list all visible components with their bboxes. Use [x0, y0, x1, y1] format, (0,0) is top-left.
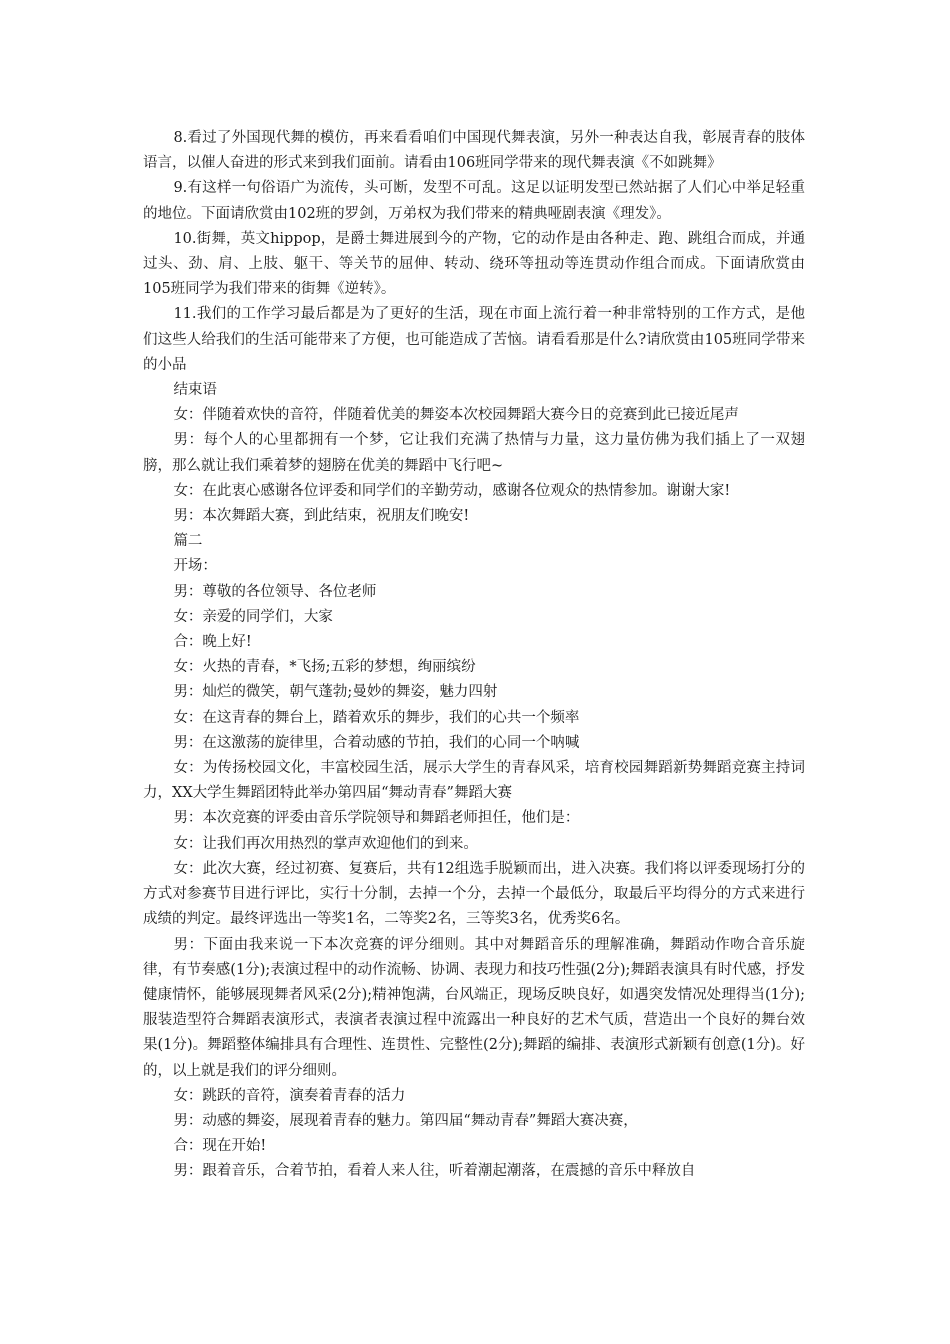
paragraph: 男：动感的舞姿，展现着青春的魅力。第四届“舞动青春”舞蹈大赛决赛，: [173, 1112, 638, 1129]
paragraph: 合：晚上好!: [173, 634, 252, 651]
paragraph: 9.有这样一句俗语广为流传，头可断，发型不可乱。这足以证明发型已然站据了人们心中举足轻重的地位。下面请欣赏由102班的罗剑，万弟权为我们带来的精典哑剧表演《理发》。: [143, 180, 805, 222]
paragraph: 女：火热的青春，*飞扬;五彩的梦想，绚丽缤纷: [173, 659, 476, 676]
section-heading: 开场：: [173, 558, 217, 575]
paragraph: 合：现在开始!: [173, 1138, 267, 1155]
paragraph: 男：本次舞蹈大赛，到此结束，祝朋友们晚安!: [173, 508, 470, 525]
paragraph: 男：每个人的心里都拥有一个梦，它让我们充满了热情与力量，这力量仿佛为我们插上了一双翅膀，那么就让我们乘着梦的翅膀在优美的舞蹈中飞行吧~: [143, 432, 805, 474]
paragraph: 8.看过了外国现代舞的模仿，再来看看咱们中国现代舞表演，另外一种表达自我，彰展青春的肢体语言，以催人奋进的形式来到我们面前。请看由106班同学带来的现代舞表演《不如跳舞》: [143, 130, 805, 172]
paragraph: 男：本次竞赛的评委由音乐学院领导和舞蹈老师担任，他们是：: [173, 810, 580, 827]
paragraph: 男：在这激荡的旋律里，合着动感的节拍，我们的心同一个呐喊: [173, 734, 580, 751]
paragraph: 女：在这青春的舞台上，踏着欢乐的舞步，我们的心共一个频率: [173, 709, 580, 726]
paragraph: 10.街舞，英文hippop，是爵士舞进展到今的产物，它的动作是由各种走、跑、跳组合而成，并通过头、劲、肩、上肢、躯干、等关节的屈伸、转动、绕环等扭动等连贯动作组合而成。下面请欣赏由105班同学为我们带来的街舞《逆转》。: [143, 230, 805, 298]
paragraph: 女：为传扬校园文化，丰富校园生活，展示大学生的青春风采，培育校园舞蹈新势舞蹈竞赛主持词力，XX大学生舞蹈团特此举办第四届“舞动青春”舞蹈大赛: [143, 760, 805, 802]
paragraph: 11.我们的工作学习最后都是为了更好的生活，现在市面上流行着一种非常特别的工作方式，是他们这些人给我们的生活可能带来了方便，也可能造成了苦恼。请看看那是什么?请欣赏由105班同学带来的小品: [143, 306, 805, 373]
document-body: [143, 126, 805, 1185]
paragraph: 女：亲爱的同学们，大家: [173, 608, 333, 625]
section-heading: 篇二: [173, 533, 203, 550]
paragraph: 女：伴随着欢快的音符，伴随着优美的舞姿本次校园舞蹈大赛今日的竞赛到此已接近尾声: [173, 407, 739, 424]
paragraph: 女：跳跃的音符，演奏着青春的活力: [173, 1087, 406, 1104]
section-heading: 结束语: [173, 382, 217, 399]
paragraph: 男：灿烂的微笑，朝气蓬勃;曼妙的舞姿，魅力四射: [173, 684, 498, 701]
paragraph: 女：在此衷心感谢各位评委和同学们的辛勤劳动，感谢各位观众的热情参加。谢谢大家!: [173, 482, 731, 499]
paragraph: 男：下面由我来说一下本次竞赛的评分细则。其中对舞蹈音乐的理解准确，舞蹈动作吻合音乐旋律，有节奏感(1分);表演过程中的动作流畅、协调、表现力和技巧性强(2分);舞蹈表演具有时代感，抒发健康情怀，能够展现舞者风采(2分);精神饱满，台风端正，现场反映良好，如遇突发情况处理得当(1分);服装造型符合舞蹈表演形式，表演者表演过程中流露出一种良好的艺术气质，营造出一个良好的舞台效果(1分)。舞蹈整体编排具有合理性、连贯性、完整性(2分);舞蹈的编排、表演形式新颖有创意(1分)。好的，以上就是我们的评分细则。: [143, 936, 805, 1079]
paragraph: 女：让我们再次用热烈的掌声欢迎他们的到来。: [173, 835, 478, 852]
paragraph: 男：跟着音乐，合着节拍，看着人来人往，听着潮起潮落，在震撼的音乐中释放自: [173, 1163, 696, 1180]
paragraph: 男：尊敬的各位领导、各位老师: [173, 583, 377, 600]
paragraph: 女：此次大赛，经过初赛、复赛后，共有12组选手脱颖而出，进入决赛。我们将以评委现场打分的方式对参赛节目进行评比，实行十分制，去掉一个分，去掉一个最低分，取最后平均得分的方式来进行成绩的判定。最终评选出一等奖1名，二等奖2名，三等奖3名，优秀奖6名。: [143, 860, 805, 928]
